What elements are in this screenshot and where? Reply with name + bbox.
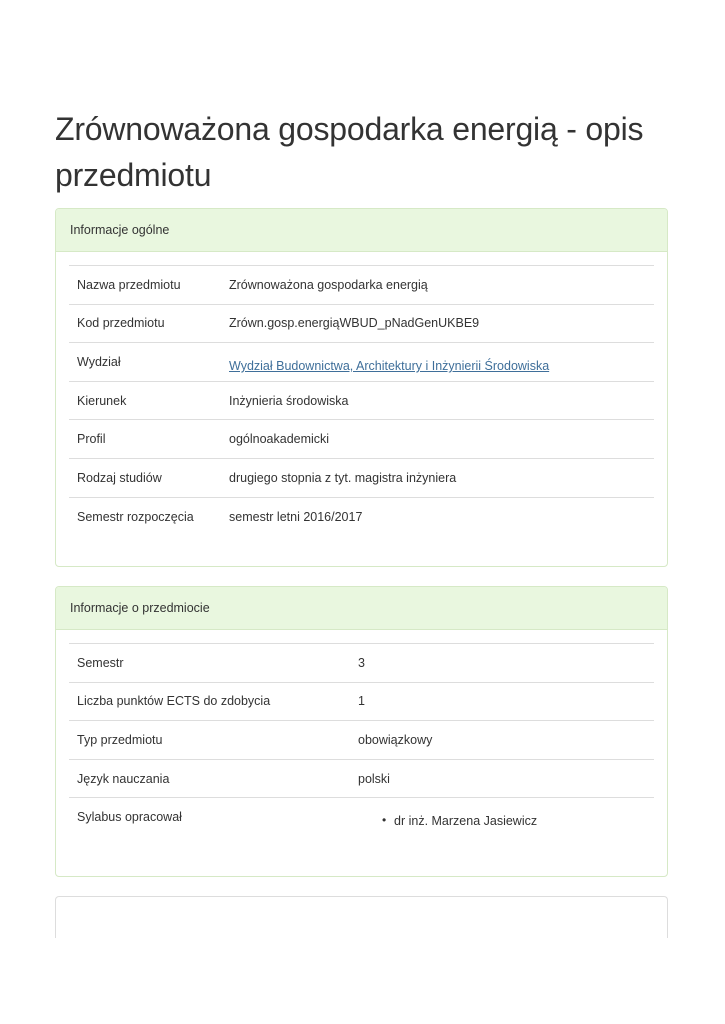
table-row: [69, 420, 654, 459]
row-label: Sylabus opracował: [77, 810, 182, 825]
bullet-icon: •: [382, 813, 387, 828]
general-info-heading: Informacje ogólne: [56, 209, 667, 252]
row-value: polski: [358, 771, 390, 786]
course-info-panel: [55, 586, 668, 877]
course-info-table: [69, 643, 654, 836]
table-row: [69, 381, 654, 420]
table-row: [69, 759, 654, 798]
general-info-panel: [55, 208, 668, 567]
row-label: Liczba punktów ECTS do zdobycia: [77, 694, 271, 709]
table-row: [69, 458, 654, 497]
table-row: [69, 497, 654, 536]
table-row: [69, 682, 654, 721]
lecturer-list: [358, 814, 646, 828]
row-value: semestr letni 2016/2017: [229, 509, 363, 524]
row-value: Zrówn.gosp.energiąWBUD_pNadGenUKBE9: [229, 316, 480, 331]
row-value: drugiego stopnia z tyt. magistra inżyniera: [229, 470, 457, 485]
row-label: Semestr rozpoczęcia: [77, 509, 194, 524]
lecturer-name: dr inż. Marzena Jasiewicz: [394, 814, 538, 829]
general-info-table: [69, 265, 654, 536]
row-value: obowiązkowy: [358, 732, 433, 747]
page-title: Zrównoważona gospodarka energią - opis przedmiotu: [55, 111, 644, 193]
table-row: [69, 266, 654, 305]
row-value: 1: [358, 694, 365, 709]
table-row: [69, 644, 654, 683]
row-label: Profil: [77, 432, 106, 447]
row-label: Język nauczania: [77, 771, 170, 786]
faculty-link[interactable]: Wydział Budownictwa, Architektury i Inżynierii Środowiska: [229, 358, 550, 373]
row-label: Kod przedmiotu: [77, 316, 165, 331]
row-label: Typ przedmiotu: [77, 732, 163, 747]
row-value: 3: [358, 655, 365, 670]
row-value: Inżynieria środowiska: [229, 393, 349, 408]
row-label: Kierunek: [77, 393, 127, 408]
row-value: ogólnoakademicki: [229, 432, 330, 447]
course-info-heading: Informacje o przedmiocie: [56, 587, 667, 630]
row-label: Semestr: [77, 655, 124, 670]
page-bottom-mask: [0, 938, 725, 1024]
table-row: [69, 343, 654, 382]
row-value: Zrównoważona gospodarka energią: [229, 277, 428, 292]
table-row: [69, 304, 654, 343]
list-item: [358, 814, 646, 828]
row-label: Nazwa przedmiotu: [77, 277, 181, 292]
row-label: Rodzaj studiów: [77, 470, 162, 485]
table-row: [69, 798, 654, 837]
table-row: [69, 721, 654, 760]
row-label: Wydział: [77, 354, 121, 369]
